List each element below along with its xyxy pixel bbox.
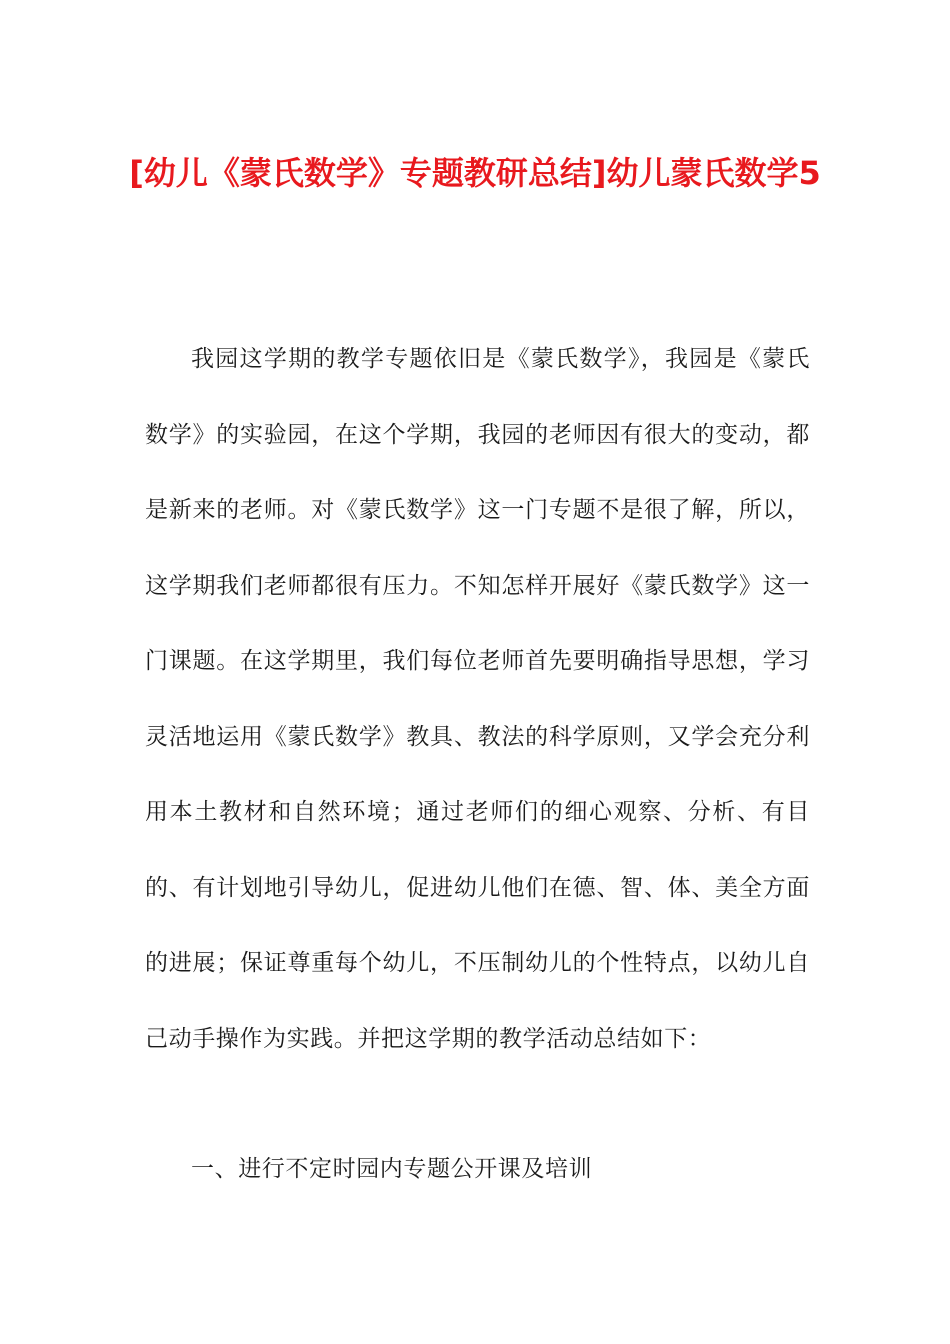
section-heading: 一、进行不定时园内专题公开课及培训	[191, 1156, 593, 1182]
body-paragraph: 我园这学期的教学专题依旧是《蒙氏数学》，我园是《蒙氏数学》的实验园，在这个学期，我园的老师因有很大的变动，都是新来的老师。对《蒙氏数学》这一门专题不是很了解，所以，这学期我们老师都很有压力。不知怎样开展好《蒙氏数学》这一门课题。在这学期里，我们每位老师首先要明确指导思想，学习灵活地运用《蒙氏数学》教具、教法的科学原则，又学会充分利用本土教材和自然环境；通过老师们的细心观察、分析、有目的、有计划地引导幼儿，促进幼儿他们在德、智、体、美全方面的进展；保证尊重每个幼儿，不压制幼儿的个性特点，以幼儿自己动手操作为实践。并把这学期的教学活动总结如下：	[145, 346, 810, 1052]
document-title: [幼儿《蒙氏数学》专题教研总结]幼儿蒙氏数学5	[129, 154, 821, 192]
